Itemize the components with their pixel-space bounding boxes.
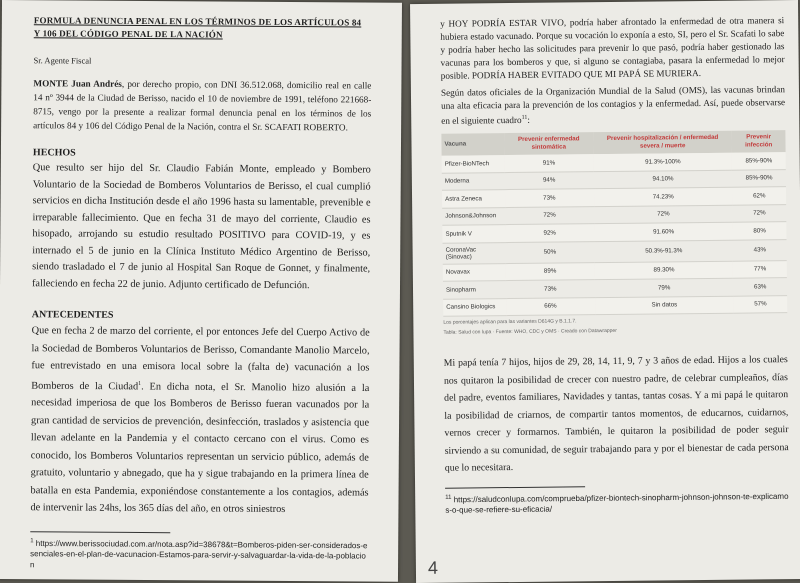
efficacy-cell: 43%: [733, 239, 787, 261]
footnote-number: 1: [30, 538, 34, 545]
vaccine-name-cell: Johnson&Johnson: [442, 207, 505, 225]
efficacy-cell: 91.3%-100%: [594, 153, 733, 171]
table-header-cell: Prevenir enfermedad sintomática: [504, 132, 594, 155]
efficacy-cell: 73%: [505, 189, 594, 207]
efficacy-cell: 91%: [504, 154, 593, 172]
efficacy-cell: 85%-90%: [732, 169, 786, 187]
efficacy-cell: 50%: [505, 241, 595, 263]
complainant-name: MONTE Juan Andrés: [33, 78, 122, 89]
table-header-cell: Prevenir infección: [732, 130, 786, 153]
vaccine-name-cell: Pfizer-BioNTech: [442, 155, 505, 173]
intro-paragraph: [33, 76, 371, 134]
right-paragraph-1: y HOY PODRÍA ESTAR VIVO, podría haber afrontado la enfermedad de otra manera si hubiera estado vacunado. Porque su vocación lo exponía a esto, SI, pero el Sr. Scafati lo sabe y podría haber hecho las solicitudes para prevenir lo que pasó, podría haber gestionado las vacunas para los bomberos y que, si alguno se contagiaba, pasara la enfermedad lo mejor posible. PODRÍA HABER EVITADO QUE MI PAPÁ SE MURIERA.: [440, 15, 785, 81]
intro-text: , por derecho propio, con DNI 36.512.068, domicilio real en calle 14 nº 3944 de la Ciudad de Berisso, nacido el 10 de noviembre de 1991, teléfono 221668-8715, vengo por la presente a realizar formal denuncia penal en los términos de los artículos 84 y 106 del Código Penal de la Nación, contra el Sr. SCAFATI ROBERTO.: [33, 78, 372, 133]
vaccine-efficacy-table-wrapper: [441, 130, 787, 337]
efficacy-cell: 91.60%: [594, 222, 733, 241]
efficacy-cell: 94.10%: [594, 170, 733, 189]
vaccine-name-cell: Sinopharm: [443, 281, 506, 299]
antecedentes-paragraph: [30, 322, 369, 519]
right-page-content: [440, 14, 789, 516]
hechos-heading: HECHOS: [32, 147, 76, 159]
antecedentes-text-b: . En dicha nota, el Sr. Manolio hizo alusión a la necesidad imperiosa de que los Bomberos de Berisso fueran vacunados por la gran cantidad de servicios de prevención, desinfección, traslados y asistencia que llevan adelante en la Pandemia y el contacto cercano con el virus. Como es conocido, los Bomberos Voluntarios representan un servicio público, además de gratuito, voluntario y abnegado, que ha y sigue trabajando en la primera línea de batalla en esta Pandemia, exponiéndose constantemente a los contagios, además de intervenir las 24hs, los 365 días del año, en otros siniestros: [30, 380, 370, 516]
vaccine-name-cell: Astra Zeneca: [442, 190, 505, 208]
footnote-ref-11: 11: [521, 114, 528, 121]
right-paragraph-2-text: Según datos oficiales de la Organización Mundial de la Salud (OMS), las vacunas brindan una alta eficacia para la prevención de los contagios y la enfermedad. Así, puede observarse en el siguiente cuadro: [440, 84, 786, 126]
efficacy-cell: 72%: [594, 205, 733, 224]
efficacy-cell: 63%: [733, 278, 787, 296]
antecedentes-heading: ANTECEDENTES: [31, 309, 114, 321]
efficacy-cell: 50.3%-91.3%: [594, 240, 733, 262]
left-page-content: [30, 14, 372, 572]
efficacy-cell: 89.30%: [595, 261, 734, 280]
vaccine-name-cell: Sputnik V: [442, 225, 505, 243]
footnote-link-text: https://www.berissociudad.com.ar/nota.asp?id=38678&t=Bomberos-piden-ser-considerados-esenciales-en-el-plan-de-vacunacion-Estamos-para-servir-y-salvaguardar-la-vida-de-la-poblacion: [30, 538, 368, 569]
vaccine-name-cell: Moderna: [442, 172, 505, 190]
table-header-cell: Vacuna: [441, 133, 504, 156]
hechos-paragraph: Que resulto ser hijo del Sr. Claudio Fabián Monte, empleado y Bombero Voluntario de la Sociedad de Bomberos Voluntarios de Berisso, el cual cumplió servicios en dicha Institución desde el año 1996 hasta su lamentable, prevenible e irreparable fallecimiento. Que en fecha 31 de mayo del corriente, Claudio es hisopado, arrojando su estudio resultado POSITIVO para COVID-19, y es internado el 5 de junio en la Clínica Instituto Médico Argentino de Berisso, siendo trasladado el 7 de junio al Hospital San Roque de Gonnet, y finalmente, falleciendo en fecha 22 de junio. Adjunto certificado de Defunción.: [31, 162, 371, 291]
efficacy-cell: 77%: [733, 260, 787, 278]
efficacy-cell: 94%: [504, 171, 593, 189]
efficacy-cell: 72%: [733, 204, 787, 222]
table-row: [443, 295, 787, 316]
efficacy-cell: 80%: [733, 222, 787, 240]
efficacy-cell: 66%: [506, 297, 595, 315]
document-title-line-2: Y 106 DEL CÓDIGO PENAL DE LA NACIÓN: [33, 28, 223, 40]
efficacy-cell: 74.23%: [594, 187, 733, 206]
vaccine-efficacy-table: [441, 130, 787, 317]
efficacy-cell: 62%: [732, 187, 786, 205]
footnote-ref-1: 1: [138, 380, 142, 387]
handwritten-page-number: 4: [427, 557, 439, 578]
efficacy-cell: 57%: [733, 295, 787, 313]
table-header-cell: Prevenir hospitalización / enfermedad severa / muerte: [593, 131, 732, 154]
table-note-source: Tabla: Salud con lupa · Fuente: WHO, CDC y OMS · Creado con Datawrapper: [443, 327, 617, 336]
efficacy-cell: 73%: [506, 280, 595, 298]
footnote-number: 11: [445, 494, 452, 501]
footnote-11: [445, 489, 789, 516]
footnote-1: [30, 536, 368, 573]
vaccine-name-cell: Cansino Biologics: [443, 298, 506, 316]
antecedentes-text-a: Que en fecha 2 de marzo del corriente, el por entonces Jefe del Cuerpo Activo de la Sociedad de Bomberos Voluntarios de Berisso, Comandante Manolio Marcelo, fue entrevistado en una emisora local sobre la (falta de) vacunación a los Bomberos de la Ciudad: [31, 325, 370, 392]
vaccine-name-cell: Novavax: [443, 263, 506, 281]
right-paragraph-2-colon: :: [527, 114, 530, 125]
footnote-divider: [30, 531, 170, 533]
right-paragraph-2: [441, 83, 785, 128]
footnote-divider-right: [445, 486, 585, 488]
addressee: Sr. Agente Fiscal: [33, 55, 92, 66]
table-body: [442, 152, 788, 316]
efficacy-cell: 85%-90%: [732, 152, 786, 170]
document-title-line-1: FORMULA DENUNCIA PENAL EN LOS TÉRMINOS DE LOS ARTÍCULOS 84: [33, 15, 362, 28]
efficacy-cell: 89%: [505, 262, 594, 280]
efficacy-cell: 72%: [505, 206, 594, 224]
footnote-link-text: https://saludconlupa.com/comprueba/pfizer-biontech-sinopharm-johnson-johnson-te-explicamos-o-que-se-refiere-su-eficacia/: [445, 491, 789, 515]
table-note-variants: Los porcentajes aplican para las variantes D614G y B.1.1.7.: [443, 318, 577, 326]
efficacy-cell: 92%: [505, 224, 594, 242]
right-paragraph-3: Mi papá tenía 7 hijos, hijos de 29, 28, 14, 11, 9, 7 y 3 años de edad. Hijos a los cuales nos quitaron la posibilidad de crecer con nuestro padre, de celebrar cumpleaños, días del padre, eventos familiares, Navidades y tantas, tantas cosas. Y a mi papá le quitaron la posibilidad de criarnos, de compartir tantos momentos, de educarnos, cuidarnos, vernos crecer y formarnos. También, le quitaron la posibilidad de poder seguir sirviendo a su comunidad, de seguir trabajando para y por el bienestar de cada persona que lo necesitara.: [443, 354, 789, 474]
document-page-right: [410, 0, 800, 583]
efficacy-cell: Sin datos: [595, 296, 734, 315]
efficacy-cell: 79%: [595, 278, 734, 297]
vaccine-name-cell: CoronaVac (Sinovac): [443, 242, 506, 264]
